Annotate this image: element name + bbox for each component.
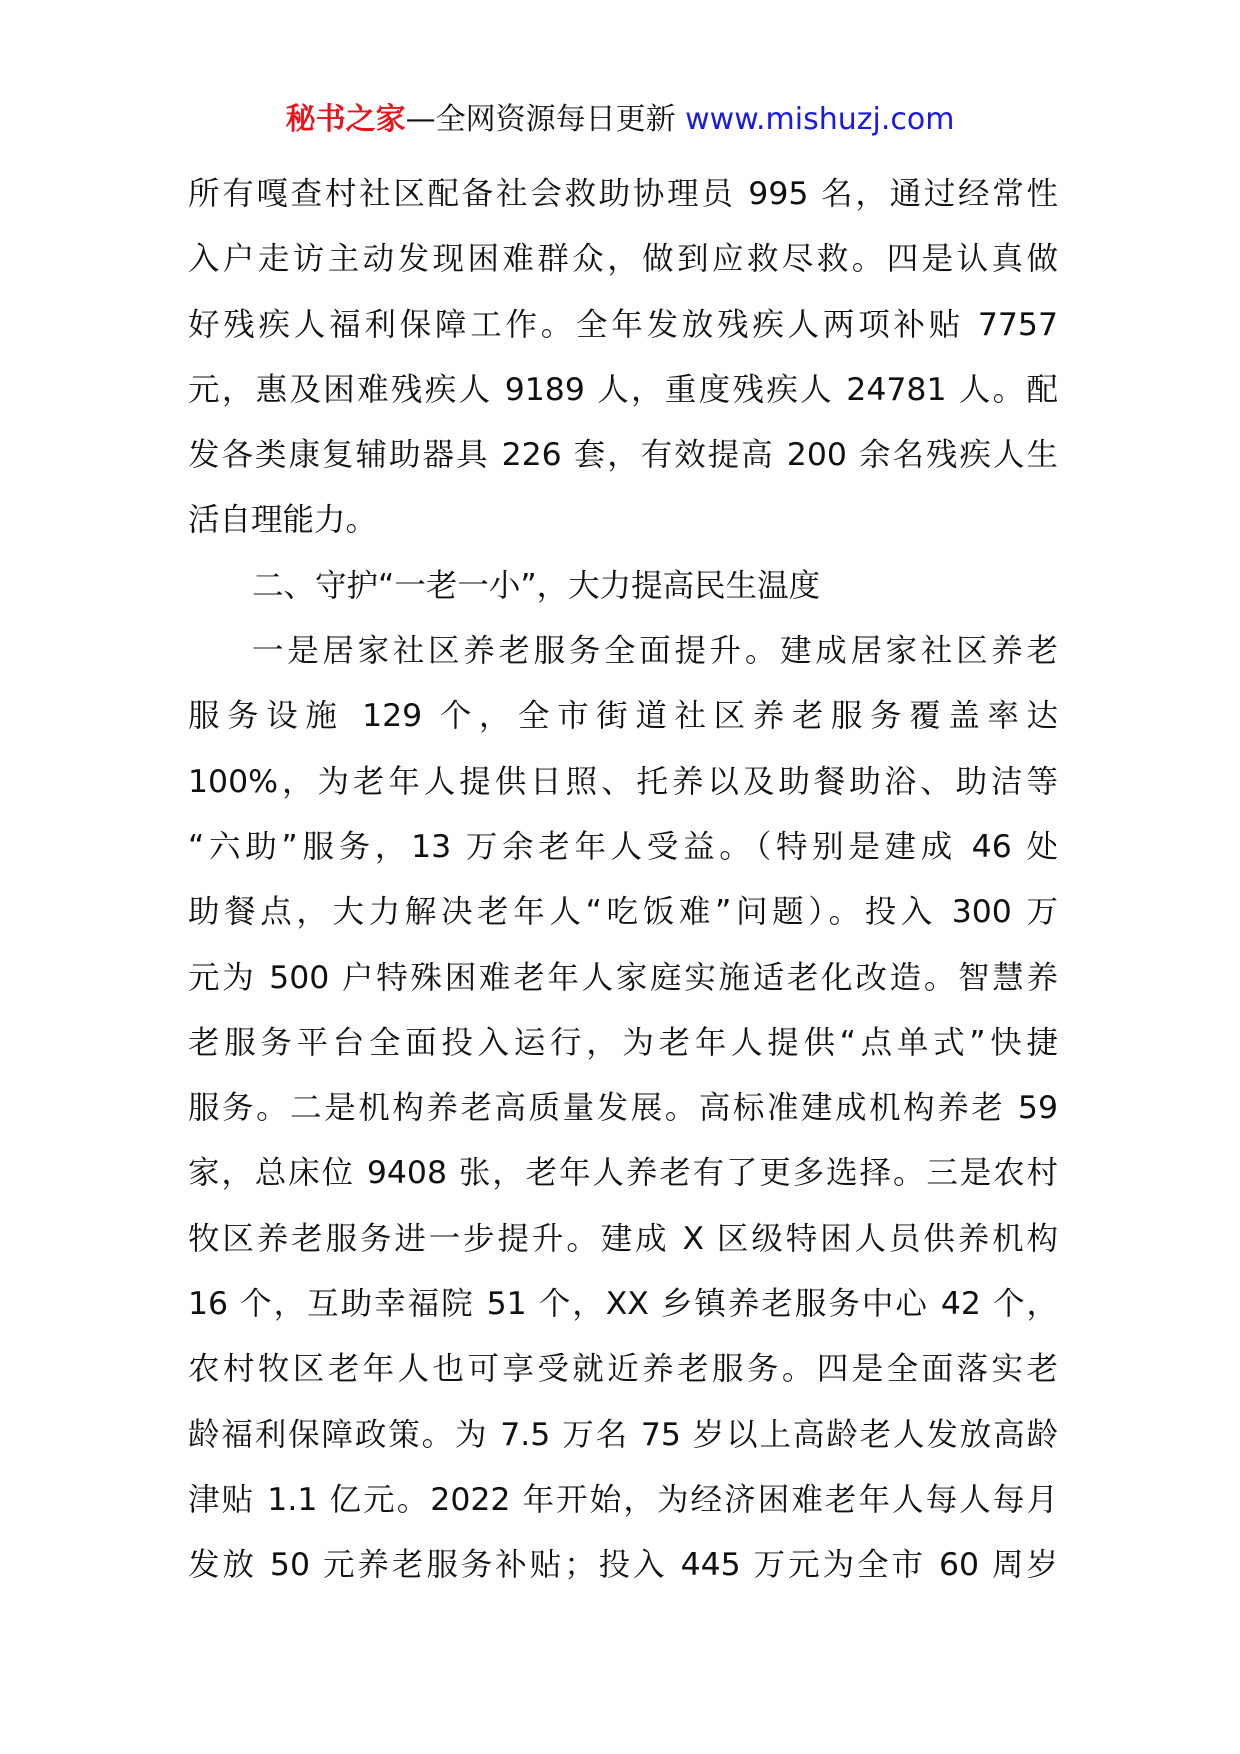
text-line: 津贴 1.1 亿元。2022 年开始，为经济困难老年人每人每月: [188, 1481, 1058, 1518]
text-line: 家，总床位 9408 张，老年人养老有了更多选择。三是农村: [188, 1155, 1058, 1192]
text-line: 16 个，互助幸福院 51 个，XX 乡镇养老服务中心 42 个，: [188, 1286, 1058, 1323]
text-line: 一是居家社区养老服务全面提升。建成居家社区养老: [252, 633, 1058, 670]
text-line: 元，惠及困难残疾人 9189 人，重度残疾人 24781 人。配: [188, 371, 1058, 408]
text-line: 所有嘎查村社区配备社会救助协理员 995 名，通过经常性: [188, 176, 1058, 212]
text-line: 发各类康复辅助器具 226 套，有效提高 200 余名残疾人生: [188, 437, 1058, 474]
text-line: 入户走访主动发现困难群众，做到应救尽救。四是认真做: [188, 241, 1058, 278]
brand-name: 秘书之家: [285, 102, 406, 137]
text-line: 牧区养老服务进一步提升。建成 X 区级特困人员供养机构: [188, 1220, 1058, 1257]
text-line: 服务。二是机构养老高质量发展。高标准建成机构养老 59: [188, 1090, 1058, 1127]
text-line: 发放 50 元养老服务补贴；投入 445 万元为全市 60 周岁: [188, 1547, 1058, 1584]
header-tagline: —全网资源每日更新: [405, 102, 676, 137]
text-line: 老服务平台全面投入运行，为老年人提供“点单式”快捷: [188, 1024, 1058, 1061]
text-line: 助餐点，大力解决老年人“吃饭难”问题）。投入 300 万: [188, 894, 1058, 931]
text-line: 100%，为老年人提供日照、托养以及助餐助浴、助洁等: [188, 763, 1058, 800]
document-body: [188, 162, 1058, 1599]
text-line: 元为 500 户特殊困难老年人家庭实施适老化改造。智慧养: [188, 959, 1058, 996]
section-heading: 二、守护“一老一小”，大力提高民生温度: [252, 567, 821, 604]
text-line: 农村牧区老年人也可享受就近养老服务。四是全面落实老: [188, 1351, 1058, 1388]
site-header: [0, 98, 1240, 142]
text-line: “六助”服务，13 万余老年人受益。（特别是建成 46 处: [188, 828, 1058, 865]
site-url-link[interactable]: www.mishuzj.com: [685, 102, 955, 137]
text-line: 活自理能力。: [188, 502, 378, 539]
text-line: 好残疾人福利保障工作。全年发放残疾人两项补贴 7757: [188, 306, 1058, 343]
text-line: 龄福利保障政策。为 7.5 万名 75 岁以上高龄老人发放高龄: [188, 1416, 1058, 1453]
text-line: 服务设施 129 个，全市街道社区养老服务覆盖率达: [188, 698, 1058, 735]
